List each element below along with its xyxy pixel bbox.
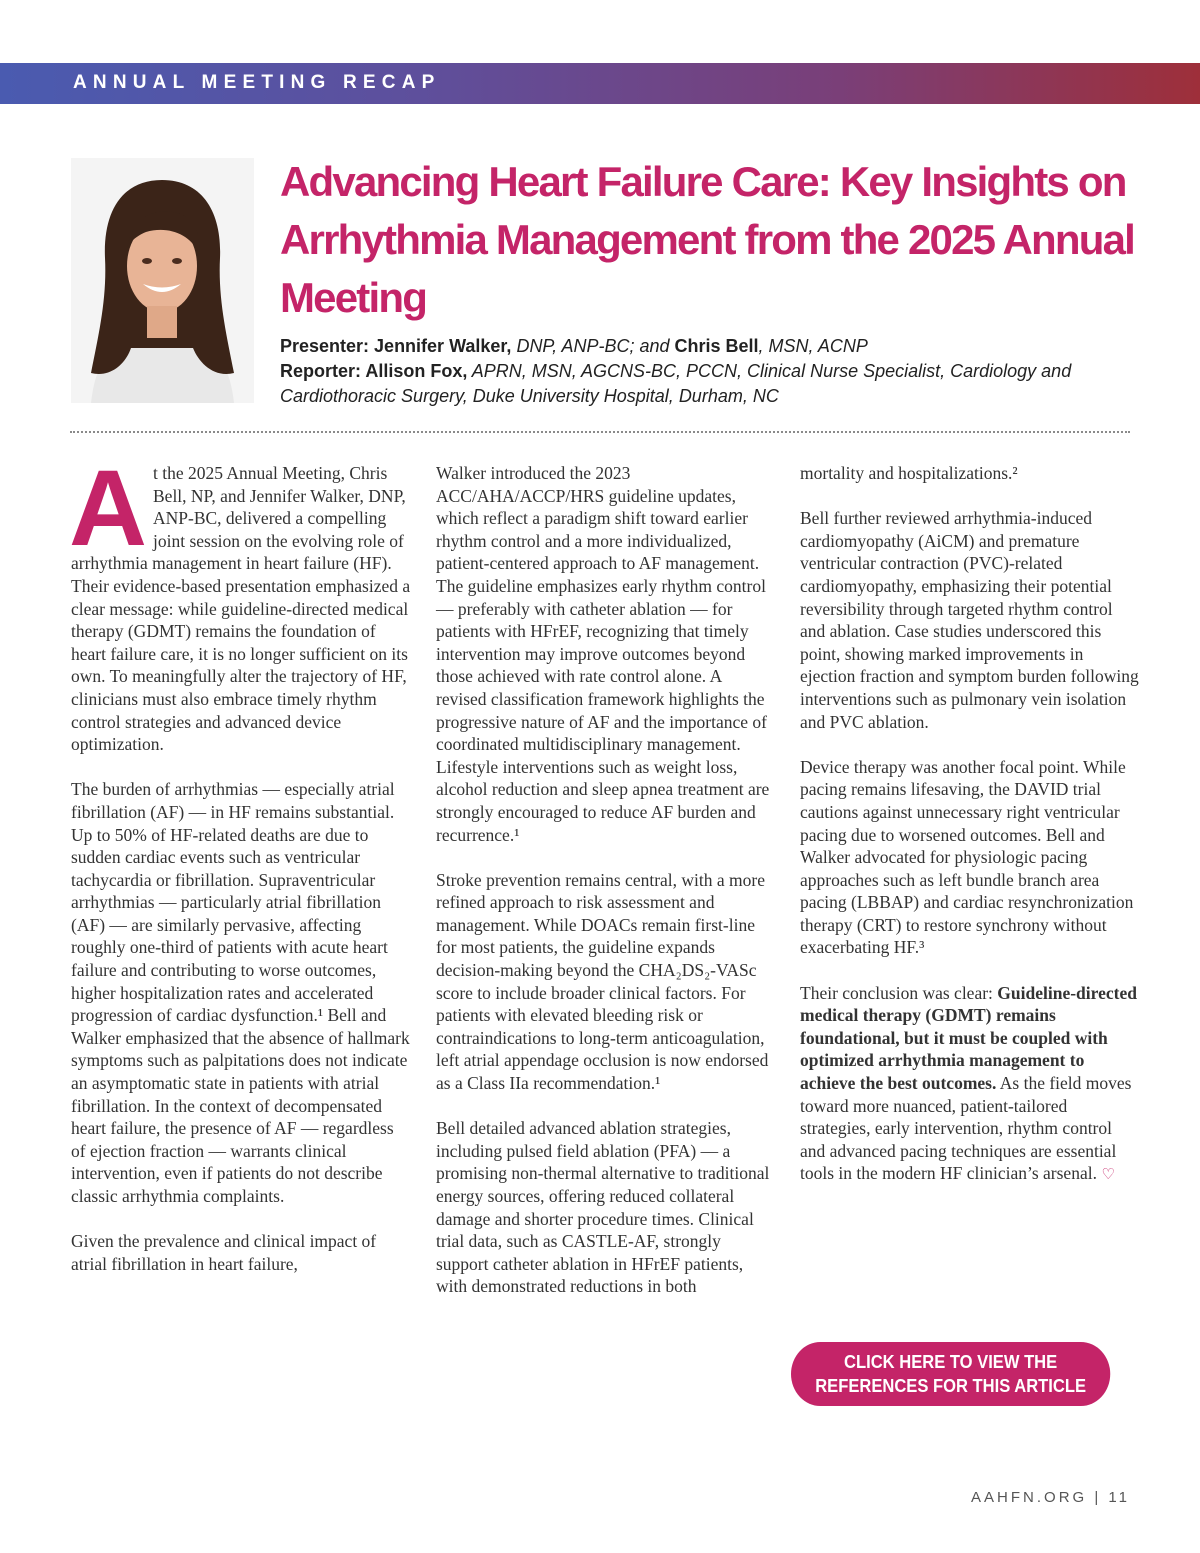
paragraph: Given the prevalence and clinical impact of atrial fibrillation in heart failure,: [71, 1231, 377, 1274]
page-footer: AAHFN.ORG | 11: [971, 1489, 1130, 1506]
section-label: ANNUAL MEETING RECAP: [73, 72, 441, 93]
copresenter-credentials: , MSN, ACNP: [758, 336, 868, 356]
paragraph: Walker introduced the 2023 ACC/AHA/ACCP/HRS guideline updates, which reflect a paradigm shift toward earlier rhythm control and a more individualized, patient-centered approach to AF management. The guideline emphasizes early rhythm control — preferably with catheter ablation — for patients with HFrEF, recognizing that timely intervention may improve outcomes beyond those achieved with rate control alone. A revised classification framework highlights the progressive nature of AF and the importance of coordinated multidisciplinary management. Lifestyle interventions such as weight loss, alcohol reduction and sleep apnea treatment are strongly encouraged to reduce AF burden and recurrence.¹: [436, 463, 770, 845]
cta-line-1: CLICK HERE TO VIEW THE: [844, 1352, 1058, 1372]
paragraph: The burden of arrhythmias — especially atrial fibrillation (AF) — in HF remains substantial. Up to 50% of HF-related deaths are due to sudden cardiac events such as ventricular tachycardia or fibrillation. Supraventricular arrhythmias — particularly atrial fibrillation (AF) — are similarly pervasive, affecting roughly one-third of patients with acute heart failure and contributing to worse outcomes, higher hospitalization rates and accelerated progression of cardiac dysfunction.¹ Bell and Walker emphasized that the absence of hallmark symptoms such as palpitations does not indicate an asymptomatic state in patients with atrial fibrillation. In the context of decompensated heart failure, the presence of AF — regardless of ejection fraction — warrants clinical intervention, even if patients do not describe classic arrhythmia complaints.: [71, 779, 410, 1206]
presenter-photo: [71, 158, 254, 403]
reporter-affiliation: [280, 384, 1140, 409]
paragraph: Device therapy was another focal point. While pacing remains lifesaving, the DAVID trial cautions against unnecessary right ventricular pacing due to worsened outcomes. Bell and Walker advocated for physiologic pacing approaches such as left bundle branch area pacing (LBBAP) and cardiac resynchronization therapy (CRT) to restore synchrony without exacerbating HF.³: [800, 756, 1134, 958]
paragraph-text: t the 2025 Annual Meeting, Chris Bell, NP, and Jennifer Walker, DNP, ANP-BC, delivered a compelling joint session on the evolving role of arrhythmia management in heart failure (HF). Their evidence-based presentation emphasized a clear message: while guideline-directed medical therapy (GDMT) remains the foundation of heart failure care, it is no longer sufficient on its own. To meaningfully alter the trajectory of HF, clinicians must also embrace timely rhythm control strategies and advanced device optimization.: [71, 463, 411, 755]
dotted-divider: [70, 431, 1130, 433]
paragraph: Bell detailed advanced ablation strategies, including pulsed field ablation (PFA) — a promising non-thermal alternative to traditional energy sources, offering reduced collateral damage and shorter procedure times. Clinical trial data, such as CASTLE-AF, strongly support catheter ablation in HFrEF patients, with demonstrated reductions in both: [436, 1118, 770, 1297]
presenter-credit: [280, 334, 1140, 359]
paragraph: Bell further reviewed arrhythmia-induced cardiomyopathy (AiCM) and premature ventricular contraction (PVC)-related cardiomyopathy, emphasizing their potential reversibility through targeted rhythm control and ablation. Case studies underscored this point, showing marked improvements in ejection fraction and symptom burden following interventions such as pulmonary vein isolation and PVC ablation.: [800, 508, 1139, 732]
reporter-credit: [280, 359, 1140, 384]
reporter-credentials: APRN, MSN, AGCNS-BC, PCCN, Clinical Nurse Specialist, Cardiology and: [467, 361, 1072, 381]
body-column-3: [800, 462, 1140, 1209]
reporter-label: Reporter: Allison Fox,: [280, 361, 468, 381]
reporter-affiliation-text: Cardiothoracic Surgery, Duke University Hospital, Durham, NC: [280, 386, 779, 406]
article-title: Advancing Heart Failure Care: Key Insights on Arrhythmia Management from the 2025 Annual Meeting: [280, 158, 1135, 321]
heart-outline-icon: ♡: [1101, 1165, 1115, 1184]
body-column-2: [436, 462, 776, 1321]
body-column-1: [69, 447, 411, 1298]
copresenter-name: Chris Bell: [674, 336, 759, 356]
conclusion-paragraph: [800, 982, 1140, 1186]
drop-cap: A: [69, 447, 147, 568]
paragraph: Stroke prevention remains central, with a more refined approach to risk assessment and management. While DOACs remain first-line for most patients, the guideline expands decision-making beyond the CHA₂DS₂-VASc score to include broader clinical factors. For patients with elevated bleeding risk or contraindications to long-term anticoagulation, left atrial appendage occlusion is now endorsed as a Class IIa recommendation.¹: [436, 869, 769, 1094]
conclusion-highlight: Guideline-directed medical therapy (GDMT) remains foundational, but it must be coupled with optimized arrhythmia management to achieve the best outcomes.: [800, 982, 1137, 1094]
conclusion-intro: Their conclusion was clear:: [800, 982, 998, 1003]
conclusion-rest: As the field moves toward more nuanced, patient-tailored strategies, early intervention, rhythm control and advanced pacing techniques are essential tools in the modern HF clinician’s arsenal.: [800, 1073, 1132, 1184]
cta-line-2: REFERENCES FOR THIS ARTICLE: [815, 1376, 1087, 1396]
paragraph: mortality and hospitalizations.²: [800, 463, 1018, 483]
presenter-label: Presenter: Jennifer Walker,: [280, 336, 512, 356]
view-references-button[interactable]: [791, 1342, 1110, 1406]
presenter-credentials: DNP, ANP-BC; and: [511, 336, 675, 356]
paragraph: [69, 447, 411, 756]
